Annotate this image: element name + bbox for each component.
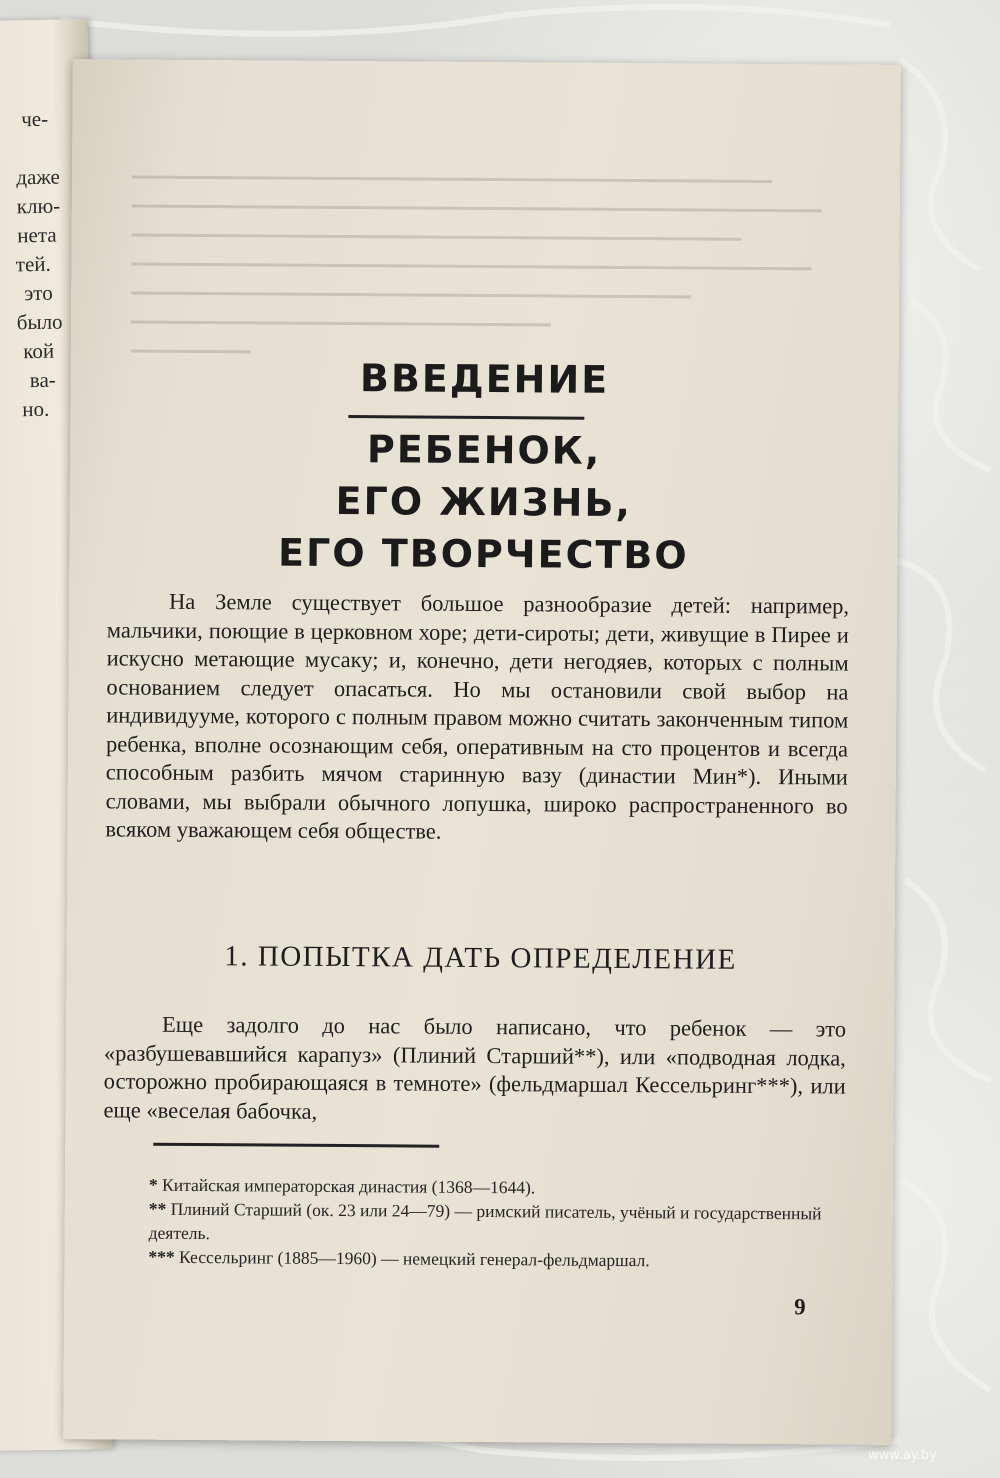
left-page-fragment: нета [17,222,57,248]
left-page-fragment: это [24,280,53,306]
show-through-text [131,150,832,358]
chapter-divider [348,415,584,420]
left-page-fragment: че- [21,106,49,132]
watermark: www.ay.by [868,1448,937,1463]
footnote: *** Кессельринг (1885—1960) — немецкий генерал-фельдмаршал. [148,1246,650,1271]
chapter-label: ВВЕДЕНИЕ [359,356,610,402]
page-number: 9 [794,1294,806,1320]
footnote: ** Плиний Старший (ок. 23 или 24—79) — римский писатель, учёный и государственный деятель. [148,1198,822,1244]
left-page-fragment: тей. [15,251,51,277]
footnotes [148,1173,869,1274]
left-page-fragment: ва- [29,367,56,393]
intro-paragraph: На Земле существует большое разнообразие детей: например, мальчики, поющие в церковном хоре; дети-сироты; дети, живущие в Пирее и искусно метающие мусаку; и, конечно, дети негодяев, которых с полным основанием следует опасаться. Но мы остановили свой выбор на индивидууме, которого с полным правом можно считать законченным типом ребенка, вполне осознающим себя, оперативным на сто процентов и всегда способным разбить мячом старинную вазу (династии Мин*). Иными словами, мы выбрали обычного лопушка, широко распространенного во всяком уважающем себя обществе. [105,588,850,844]
left-page-fragment: кой [23,338,55,364]
chapter-title-line: ЕГО ЖИЗНЬ, [335,478,633,526]
footnote: * Китайская императорская династия (1368—1644). [148,1174,536,1198]
footnote-divider [153,1143,439,1148]
chapter-title-line: ЕГО ТВОРЧЕСТВО [277,530,689,578]
chapter-title [69,421,898,583]
left-page-fragment: было [16,309,63,335]
left-page-fragment: но. [22,396,50,422]
left-page-fragment: даже [16,164,61,190]
left-page-fragment: клю- [16,193,61,219]
section-heading: 1. ПОПЫТКА ДАТЬ ОПРЕДЕЛЕНИЕ [224,940,737,976]
definition-paragraph: Еще задолго до нас было написано, что ребенок — это «разбушевавшийся карапуз» (Плиний Старший**), или «подводная лодка, осторожно пробирающаяся в темноте» (фельдмаршал Кессельринг***), или еще «веселая бабочка, [103,1011,847,1124]
chapter-title-line: РЕБЕНОК, [366,427,602,473]
book-page [63,59,901,1445]
